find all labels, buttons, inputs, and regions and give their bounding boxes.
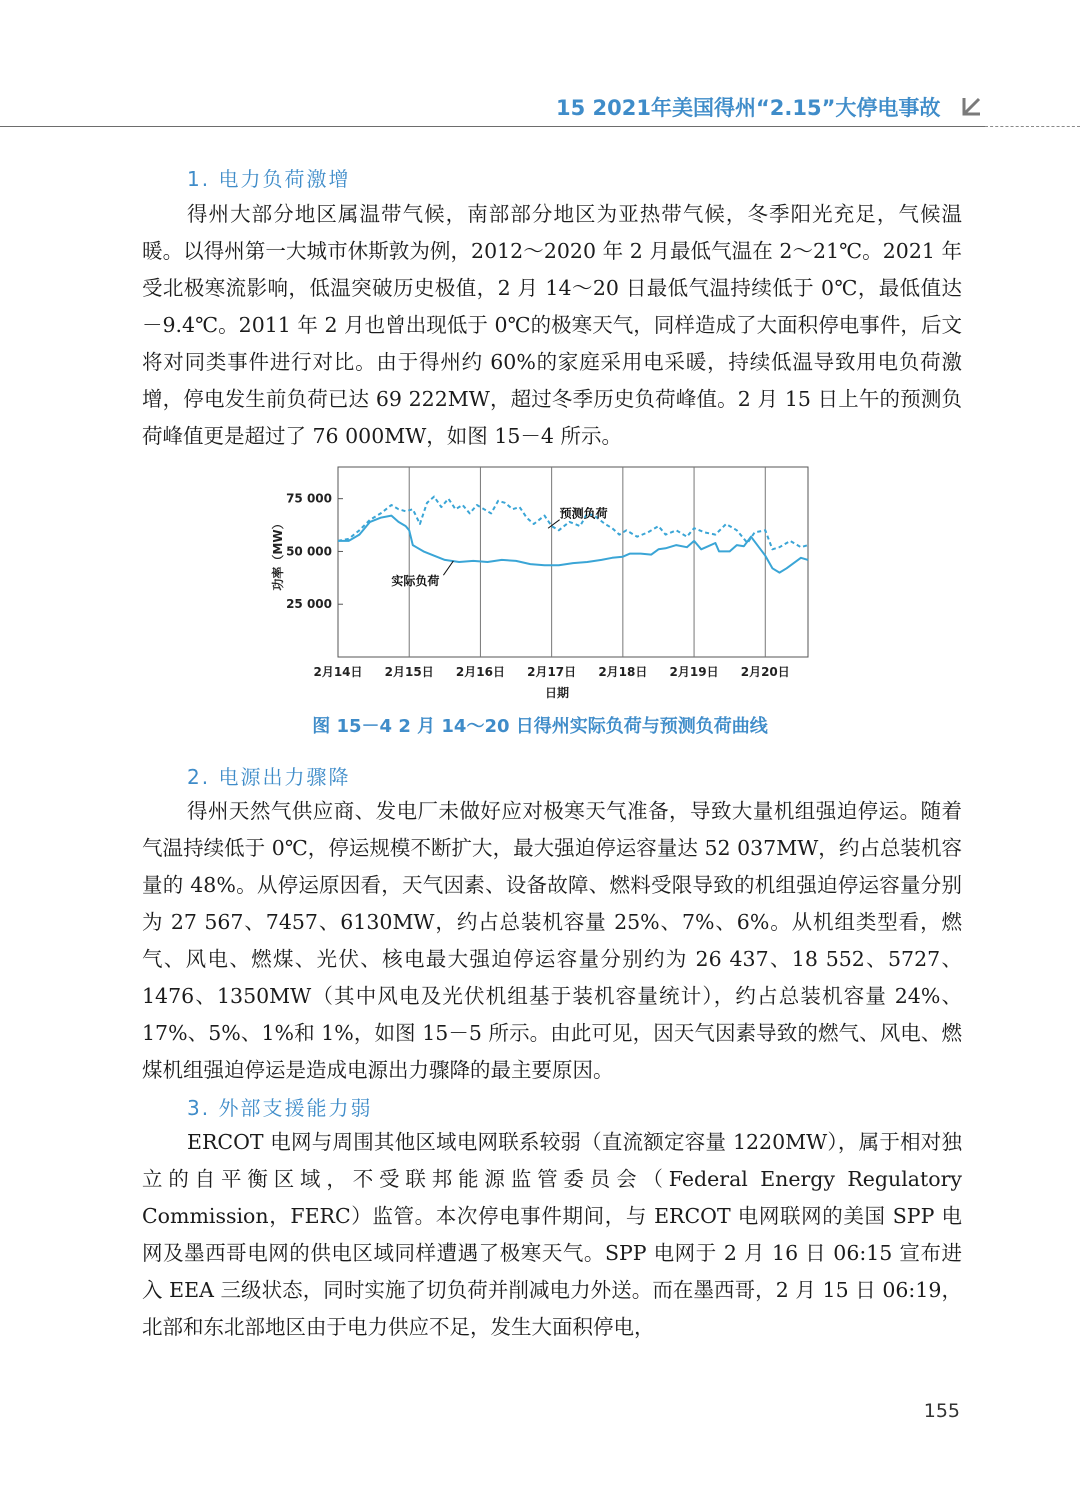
x-tick-label: 2月14日	[313, 665, 363, 679]
section-heading-2: 2. 电源出力骤降	[187, 765, 351, 789]
plot-frame	[338, 467, 808, 657]
x-tick-label: 2月17日	[527, 665, 577, 679]
y-tick-label: 25 000	[286, 597, 332, 612]
x-axis-label: 日期	[544, 686, 570, 700]
annotation-leader-actual	[443, 561, 453, 575]
x-tick-label: 2月16日	[455, 665, 505, 679]
header-rule-dashed	[985, 126, 1080, 127]
x-tick-label: 2月18日	[598, 665, 648, 679]
section-1-paragraph: 得州大部分地区属温带气候，南部部分地区为亚热带气候，冬季阳光充足，气候温暖。以得州第一大城市休斯敦为例，2012～2020 年 2 月最低气温在 2～21℃。2021 年受北极寒流影响，低温突破历史极值，2 月 14～20 日最低气温持续低于 0℃，最低值达－9.4℃。2011 年 2 月也曾出现低于 0℃的极寒天气，同样造成了大面积停电事件，后文将对同类事件进行对比。由于得州约 60%的家庭采用电采暖，持续低温导致用电负荷激增，停电发生前负荷已达 69 222MW，超过冬季历史负荷峰值。2 月 15 日上午的预测负荷峰值更是超过了 76 000MW，如图 15－4 所示。	[142, 202, 962, 448]
x-tick-label: 2月20日	[740, 665, 790, 679]
annotation-forecast: 预测负荷	[559, 506, 608, 521]
section-heading-3: 3. 外部支援能力弱	[187, 1096, 373, 1120]
annotation-actual: 实际负荷	[391, 574, 440, 589]
running-header-title: 15 2021年美国得州“2.15”大停电事故	[556, 96, 941, 120]
section-2-paragraph: 得州天然气供应商、发电厂未做好应对极寒天气准备，导致大量机组强迫停运。随着气温持续低于 0℃，停运规模不断扩大，最大强迫停运容量达 52 037MW，约占总装机容量的 48%。从停运原因看，天气因素、设备故障、燃料受限导致的机组强迫停运容量分别为 27 567、7457、6130MW，约占总装机容量 25%、7%、6%。从机组类型看，燃气、风电、燃煤、光伏、核电最大强迫停运容量分别约为 26 437、18 552、5727、1476、1350MW（其中风电及光伏机组基于装机容量统计），约占总装机容量 24%、17%、5%、1%和 1%，如图 15－5 所示。由此可见，因天气因素导致的燃气、风电、燃煤机组强迫停运是造成电源出力骤降的最主要原因。	[142, 799, 962, 1082]
series-line-forecast	[338, 497, 808, 550]
x-tick-label: 2月15日	[384, 665, 434, 679]
y-tick-label: 75 000	[286, 491, 332, 506]
figure-caption: 图 15－4 2 月 14～20 日得州实际负荷与预测负荷曲线	[312, 716, 768, 737]
x-tick-label: 2月19日	[669, 665, 719, 679]
section-3-paragraph: ERCOT 电网与周围其他区域电网联系较弱（直流额定容量 1220MW），属于相对独立的自平衡区域，不受联邦能源监管委员会（Federal Energy Regulatory Commission，FERC）监管。本次停电事件期间，与 ERCOT 电网联网的美国 SPP 电网及墨西哥电网的供电区域同样遭遇了极寒天气。SPP 电网于 2 月 16 日 06:15 宣布进入 EEA 三级状态，同时实施了切负荷并削减电力外送。而在墨西哥，2 月 15 日 06:19，北部和东北部地区由于电力供应不足，发生大面积停电，	[142, 1130, 962, 1339]
corner-arrow-icon	[958, 94, 984, 120]
series-line-actual	[338, 516, 808, 573]
section-heading-1: 1. 电力负荷激增	[187, 167, 351, 191]
page-number: 155	[923, 1400, 960, 1422]
header-rule	[0, 126, 985, 127]
y-tick-label: 50 000	[286, 544, 332, 559]
load-chart	[268, 462, 828, 712]
y-axis-label: 功率（MW）	[271, 517, 285, 591]
